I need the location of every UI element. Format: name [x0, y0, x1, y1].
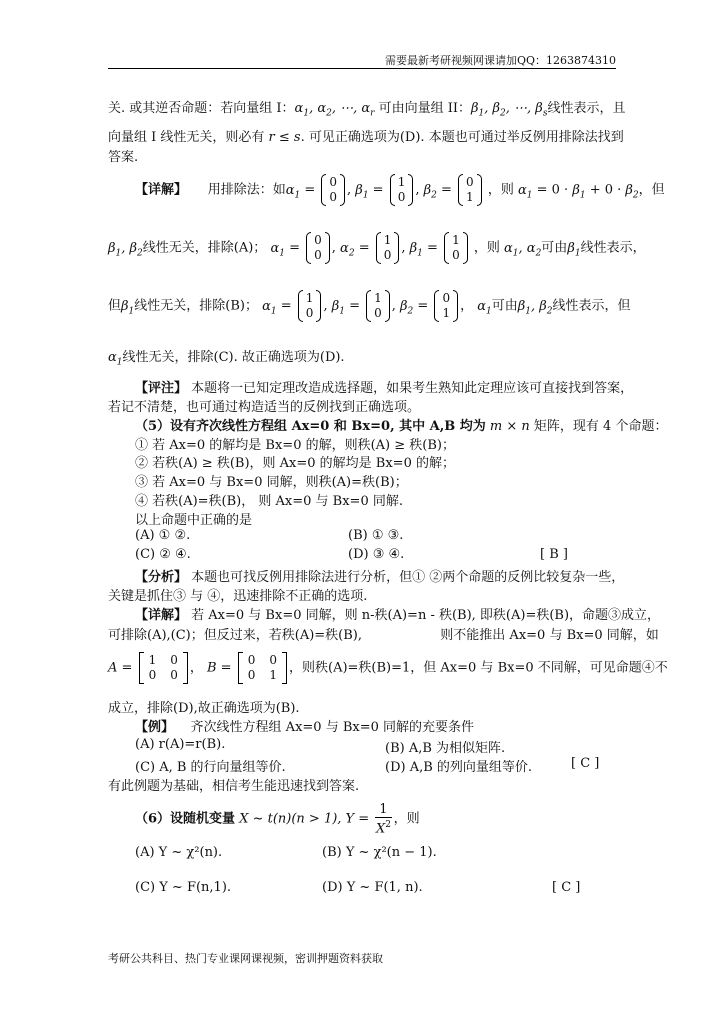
para-1-line-2: 向量组 I 线性无关，则必有 r ≤ s. 可见正确选项为(D). 本题也可通过举反例用排除法找到	[108, 130, 624, 145]
detail-1-line-1: 【详解】 用排除法：如$\alpha_1$ = 0 0 , $\beta_1$ = 1 0 , $\beta_2$ = 0 1 ，则 $\alpha_1 = 0 \cdot \beta_1 + 0 \cdot \beta_2$，但	[135, 175, 665, 204]
example-option-d: (D) A,B 的列向量组等价.	[385, 760, 533, 775]
q6-option-c: (C) Y ~ F(n,1).	[135, 880, 232, 895]
q5-option-d: (D) ③ ④.	[348, 547, 405, 562]
q5-item-4: ④ 若秩(A)=秩(B)， 则 Ax=0 与 Bx=0 同解.	[135, 494, 403, 509]
q5-stem: （5）设有齐次线性方程组 Ax=0 和 Bx=0, 其中 A,B 均为 m × n 矩阵，现有 4 个命题：	[135, 419, 668, 434]
example-answer: [ C ]	[571, 756, 600, 771]
q5-option-a: (A) ① ②.	[135, 528, 191, 543]
analysis-line-1: 【分析】 本题也可找反例用排除法进行分析，但① ②两个命题的反例比较复杂一些，	[135, 570, 625, 585]
example-option-b: (B) A,B 为相似矩阵.	[385, 741, 506, 756]
detail-1-line-4: $\alpha_1$线性无关，排除(C). 故正确选项为(D).	[108, 350, 345, 368]
detail-2-line-1: 【详解】 若 Ax=0 与 Bx=0 同解，则 n-秩(A)=n - 秩(B), 即秩(A)=秩(B)，命题③成立，	[135, 608, 661, 623]
q5-option-c: (C) ② ④.	[135, 547, 191, 562]
example-note: 有此例题为基础，相信考生能迅速找到答案.	[108, 779, 360, 794]
header-rule	[108, 68, 616, 69]
q6-option-a: (A) Y ~ χ²(n).	[135, 845, 223, 860]
q5-item-2: ② 若秩(A) ≥ 秩(B)，则 Ax=0 的解均是 Bx=0 的解；	[135, 456, 455, 471]
analysis-line-2: 关键是抓住③ 与 ④，迅速排除不正确的选项.	[108, 589, 368, 604]
page-footer: 考研公共科目、热门专业课网课视频，密训押题资料获取	[108, 952, 383, 965]
q6-stem: （6）设随机变量 X ~ t(n)(n > 1), Y = $\frac{1}{X^2}$ ，则	[135, 802, 420, 837]
detail-1-line-3: 但$\beta_1$线性无关，排除(B)； $\alpha_1$ = 1 0 , $\beta_1$ = 1 0 , $\beta_2$ = 0 1 ， $\alpha_1$可由$\beta_1$, $\beta_2$线性表示，但	[108, 291, 631, 320]
example-option-a: (A) r(A)=r(B).	[135, 737, 226, 752]
comment-line-2: 若记不清楚，也可通过构造适当的反例找到正确选项。	[108, 400, 421, 415]
page-header: 需要最新考研视频网课请加QQ：1263874310	[384, 54, 616, 67]
comment-line-1: 【评注】 本题将一已知定理改造成选择题，如果考生熟知此定理应该可直接找到答案，	[135, 381, 634, 396]
detail-2-line-3: A = 1 0 0 0 ， B = 0 0 0 1 ，则秩(A)=秩(B)=1，但 Ax=0 与 Bx=0 不同解，可见命题④不	[108, 653, 668, 682]
q5-item-3: ③ 若 Ax=0 与 Bx=0 同解，则秩(A)=秩(B)；	[135, 475, 408, 490]
detail-2-line-2: 可排除(A),(C)；但反过来，若秩(A)=秩(B), 则不能推出 Ax=0 与 Bx=0 同解，如	[108, 628, 659, 643]
q5-item-1: ① 若 Ax=0 的解均是 Bx=0 的解，则秩(A) ≥ 秩(B)；	[135, 438, 455, 453]
q5-option-b: (B) ① ③.	[348, 528, 404, 543]
para-1-line-1: 关. 或其逆否命题：若向量组 I：$\alpha_1$, $\alpha_2$, ⋯, $\alpha_r$ 可由向量组 II：$\beta_1$, $\beta_2$, ⋯, $\beta_s$线性表示，且	[108, 101, 626, 119]
detail-2-line-4: 成立，排除(D),故正确选项为(B).	[108, 701, 300, 716]
detail-1-line-2: $\beta_1$, $\beta_2$线性无关，排除(A)； $\alpha_1$ = 0 0 , $\alpha_2$ = 1 0 , $\beta_1$ = 1 0 ，则 $\alpha_1$, $\alpha_2$可由$\beta_1$线性表示，	[108, 233, 646, 262]
q5-lead: 以上命题中正确的是	[135, 513, 253, 528]
example-option-c: (C) A, B 的行向量组等价.	[135, 760, 286, 775]
para-1-line-3: 答案.	[108, 150, 139, 165]
q6-option-b: (B) Y ~ χ²(n − 1).	[322, 845, 437, 860]
q6-option-d: (D) Y ~ F(1, n).	[322, 880, 423, 895]
q5-answer: [ B ]	[540, 547, 568, 562]
example-stem: 【例】 齐次线性方程组 Ax=0 与 Bx=0 同解的充要条件	[135, 720, 475, 735]
q6-answer: [ C ]	[552, 880, 581, 895]
